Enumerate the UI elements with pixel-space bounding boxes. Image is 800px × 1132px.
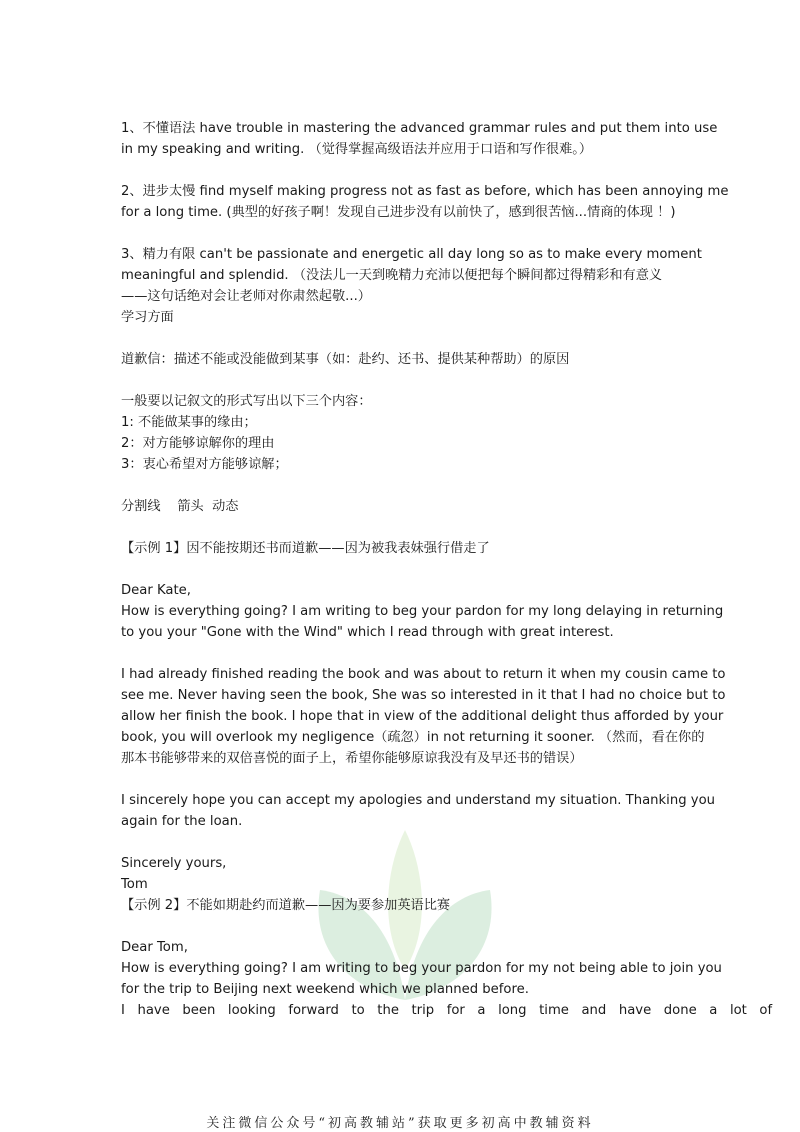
example-2-p1-line-1: How is everything going? I am writing to beg your pardon for my not being able to join you bbox=[121, 961, 722, 976]
example-1-title-text: 【示例 1】因不能按期还书而道歉——因为被我表妹强行借走了 bbox=[121, 541, 490, 556]
difficulty-item-2-line-1: 2、进步太慢 find myself making progress not as fast as before, which has been annoying me bbox=[121, 184, 729, 199]
example-1-paragraph-2 bbox=[121, 664, 726, 769]
example-1-salutation: Dear Kate, bbox=[121, 583, 191, 598]
example-2-salutation: Dear Tom, bbox=[121, 940, 188, 955]
example-1-closing bbox=[121, 853, 681, 916]
difficulty-item-3 bbox=[121, 244, 702, 328]
difficulty-item-1-line-1: 1、不懂语法 have trouble in mastering the advanced grammar rules and put them into use bbox=[121, 121, 718, 136]
example-1-letter-opening bbox=[121, 580, 724, 643]
apology-list-item-1: 1: 不能做某事的缘由； bbox=[121, 415, 257, 430]
example-1-p1-line-2: to you your "Gone with the Wind" which I read through with great interest. bbox=[121, 625, 614, 640]
example-1-signature: Tom bbox=[121, 877, 148, 892]
difficulty-item-3-line-3: ——这句话绝对会让老师对你肃然起敬...） bbox=[121, 289, 371, 304]
example-1-p2-line-1: I had already finished reading the book and was about to return it when my cousin came to bbox=[121, 667, 726, 682]
example-1-p2-line-2: see me. Never having seen the book, She was so interested in it that I had no choice but to bbox=[121, 688, 726, 703]
example-2-letter bbox=[121, 937, 773, 1021]
example-1-paragraph-3 bbox=[121, 790, 715, 832]
example-1-p3-line-2: again for the loan. bbox=[121, 814, 243, 829]
difficulty-item-3-line-2: meaningful and splendid. （没法儿一天到晚精力充沛以便把每个瞬间都过得精彩和有意义 bbox=[121, 268, 663, 283]
example-2-p2-line-1: I have been looking forward to the trip for a long time and have done a lot of bbox=[121, 1003, 773, 1018]
example-1-closing-text: Sincerely yours, bbox=[121, 856, 227, 871]
example-1-p2-line-4: book, you will overlook my negligence（疏忽）in not returning it sooner. （然而，看在你的 bbox=[121, 730, 705, 745]
difficulty-item-2 bbox=[121, 181, 729, 223]
example-1-p2-line-3: allow her finish the book. I hope that in view of the additional delight thus afforded by your bbox=[121, 709, 724, 724]
tools-note-text: 分割线 箭头 动态 bbox=[121, 499, 239, 514]
apology-content-list bbox=[121, 391, 681, 475]
apology-list-item-2: 2：对方能够谅解你的理由 bbox=[121, 436, 275, 451]
apology-definition-text: 道歉信：描述不能或没能做到某事（如：赴约、还书、提供某种帮助）的原因 bbox=[121, 352, 570, 367]
example-1-p2-line-5: 那本书能够带来的双倍喜悦的面子上，希望你能够原谅我没有及早还书的错误） bbox=[121, 751, 583, 766]
tools-note bbox=[121, 496, 681, 517]
example-1-title bbox=[121, 538, 681, 559]
apology-list-lead: 一般要以记叙文的形式写出以下三个内容： bbox=[121, 394, 372, 409]
apology-definition bbox=[121, 349, 681, 370]
difficulty-item-1-line-2: in my speaking and writing. （觉得掌握高级语法并应用于口语和写作很难。） bbox=[121, 142, 593, 157]
example-2-title-text: 【示例 2】不能如期赴约而道歉——因为要参加英语比赛 bbox=[121, 898, 451, 913]
difficulty-item-2-line-2: for a long time. (典型的好孩子啊！发现自己进步没有以前快了，感到很苦恼...情商的体现 ！) bbox=[121, 205, 676, 220]
document-body bbox=[121, 118, 773, 1021]
example-1-p3-line-1: I sincerely hope you can accept my apologies and understand my situation. Thanking you bbox=[121, 793, 715, 808]
example-1-p1-line-1: How is everything going? I am writing to beg your pardon for my long delaying in returning bbox=[121, 604, 724, 619]
example-2-p1-line-2: for the trip to Beijing next weekend which we planned before. bbox=[121, 982, 529, 997]
category-label: 学习方面 bbox=[121, 310, 174, 325]
difficulty-item-1 bbox=[121, 118, 718, 160]
apology-list-item-3: 3：衷心希望对方能够谅解； bbox=[121, 457, 288, 472]
difficulty-item-3-line-1: 3、精力有限 can't be passionate and energetic all day long so as to make every moment bbox=[121, 247, 702, 262]
page-footer: 关注微信公众号“初高教辅站”获取更多初高中教辅资料 bbox=[206, 1116, 594, 1131]
